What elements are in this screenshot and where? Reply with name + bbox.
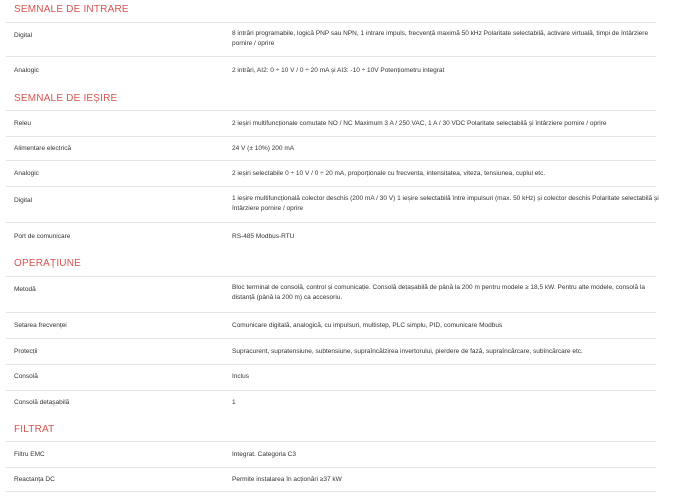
- row-value: Inclus: [232, 373, 249, 380]
- row-value: 2 ieșiri selectabile 0 ÷ 10 V / 0 ÷ 20 mA, proporționale cu frecventa, intensitatea, viteza, tensiunea, cuplul etc.: [232, 170, 546, 177]
- table-row: [6, 186, 659, 223]
- table-row: [6, 441, 656, 468]
- row-label: Analogic: [14, 170, 39, 177]
- row-value: RS-485 Modbus-RTU: [232, 233, 295, 240]
- row-label: Setarea frecvenței: [14, 322, 67, 329]
- row-label: Digital: [14, 32, 33, 39]
- row-label: Alimentare electrică: [14, 145, 72, 152]
- row-label: Consolă: [14, 373, 38, 380]
- table-row: [6, 364, 656, 391]
- row-value: 1: [232, 399, 236, 406]
- table-row: [6, 222, 656, 249]
- row-value: Integrat. Categoria C3: [232, 451, 296, 458]
- row-value: Permite instalarea în acționări ≥37 kW: [232, 476, 342, 483]
- table-row: [6, 338, 656, 365]
- row-value: 1 ieșire multifuncțională colector deschis (200 mA / 30 V) 1 ieșire selectabilă între impulsuri (max. 50 kHz) și colector deschis Polaritate selectabilă și întârziere pornire / oprire: [232, 195, 659, 212]
- table-row: [6, 136, 656, 161]
- section-title-semnale-intrare: SEMNALE DE INTRARE: [14, 4, 129, 15]
- row-label: Digital: [14, 197, 33, 204]
- row-label: Port de comunicare: [14, 233, 71, 240]
- section-title-operatiune: OPERAȚIUNE: [14, 258, 82, 269]
- table-row: [6, 160, 656, 187]
- table-row: [6, 467, 656, 492]
- row-label: Releu: [14, 120, 31, 127]
- row-value: 8 intrări programabile, logică PNP sau NPN, 1 intrare impuls, frecvență maximă 50 kHz Polaritate selectabilă, activare virtuală, timpi de întârziere pornire / oprire: [232, 30, 649, 47]
- row-label: Metodă: [14, 286, 36, 293]
- section-title-filtrat: FILTRAT: [14, 424, 55, 435]
- row-value: 24 V (± 10%) 200 mA: [232, 145, 295, 152]
- row-value: 2 ieșiri multifuncționale comutate NO / NC Maximum 3 A / 250 VAC, 1 A / 30 VDC Polaritate selectabilă și întârziere pornire / oprire: [232, 120, 607, 127]
- row-label: Reactanța DC: [14, 476, 55, 483]
- row-value: Bloc terminal de consolă, control și comunicație. Consolă detașabilă de până la 200 m pentru modele ≥ 18,5 kW. Pentru alte modele, consolă la distanță (până la 200 m) ca accesoriu.: [232, 284, 645, 301]
- table-row: [6, 312, 656, 339]
- row-value: Comunicare digitală, analogică, cu impulsuri, multistep, PLC simplu, PID, comunicare Modbus: [232, 322, 503, 329]
- table-bottom-divider: [6, 491, 656, 493]
- table-row: [6, 110, 656, 137]
- table-row: [6, 22, 656, 57]
- row-label: Consolă detașabilă: [14, 399, 70, 406]
- table-row: [6, 56, 656, 83]
- table-row: [6, 276, 656, 313]
- row-value: 2 intrări, AI2: 0 ÷ 10 V / 0 ÷ 20 mA și AI3: -10 ÷ 10V Potențiometru integrat: [232, 67, 445, 74]
- row-label: Analogic: [14, 67, 39, 74]
- table-row: [6, 390, 656, 415]
- section-title-semnale-iesire: SEMNALE DE IEȘIRE: [14, 93, 118, 104]
- row-label: Protecții: [14, 348, 38, 355]
- row-value: Supracurent, supratensiune, subtensiune, supraîncălzirea invertorului, pierdere de fază, supraîncărcare, subîncărcare etc.: [232, 348, 583, 355]
- row-label: Filtru EMC: [14, 451, 45, 458]
